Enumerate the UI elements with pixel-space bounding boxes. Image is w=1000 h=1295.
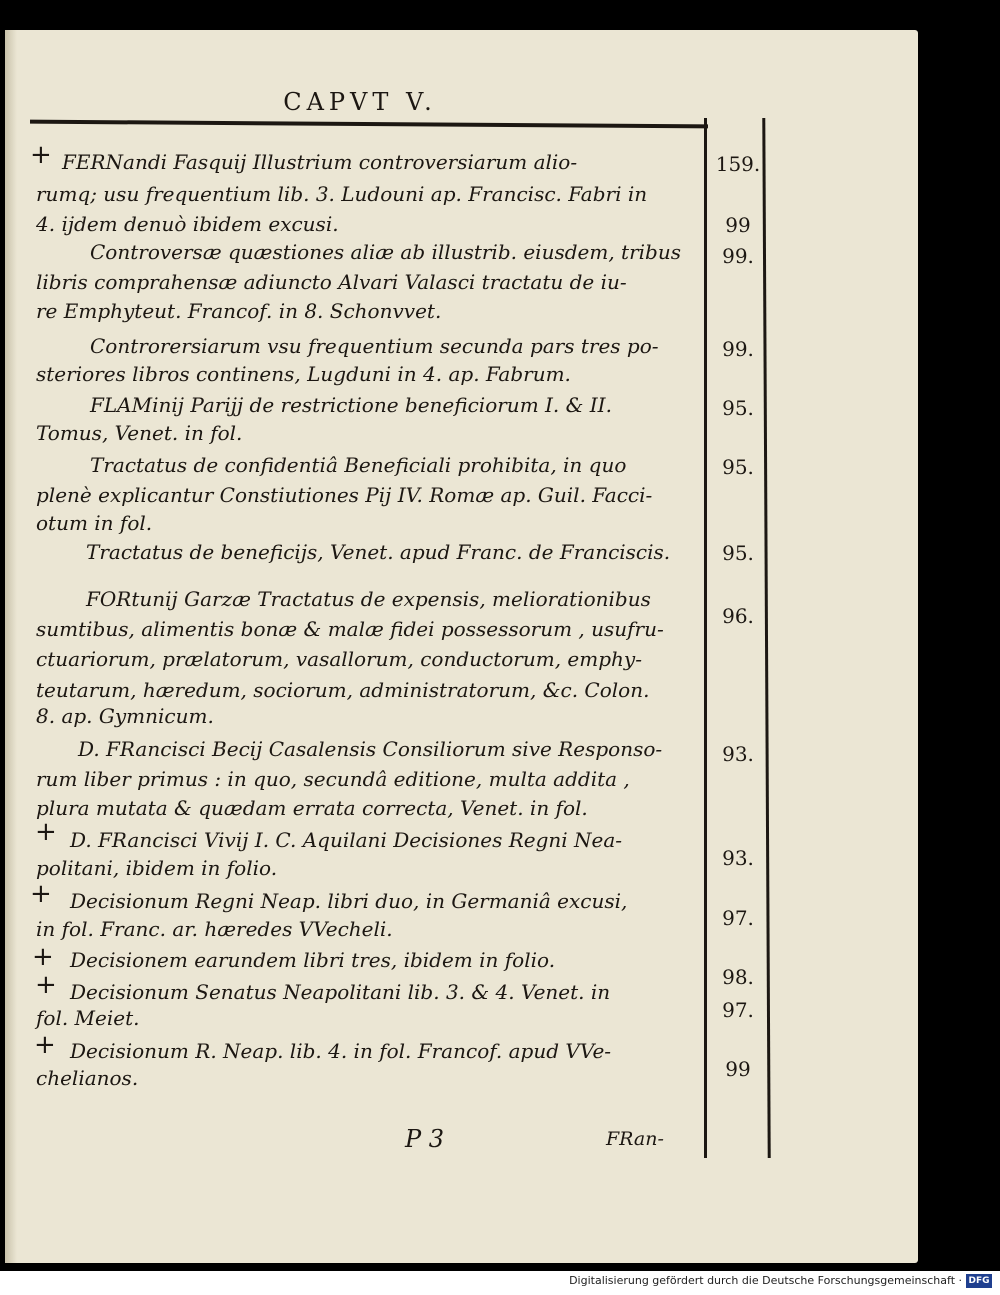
page-reference: 96. <box>722 604 754 628</box>
entry-line: Decisionem earundem libri tres, ibidem in folio. <box>70 948 556 972</box>
entry-line: fol. Meiet. <box>36 1006 140 1030</box>
entry-line: FLAMinij Parijj de restrictione beneficiorum I. & II. <box>90 393 612 417</box>
margin-rule-left <box>704 118 707 1158</box>
entry-line: plenè explicantur Constiutiones Pij IV. Romæ ap. Guil. Facci- <box>36 483 653 507</box>
entry-line: plura mutata & quædam errata correcta, Venet. in fol. <box>36 796 588 820</box>
entry-line: libris comprahensæ adiuncto Alvari Valasci tractatu de iu- <box>36 270 627 294</box>
entry-line: re Emphyteut. Francof. in 8. Schonvvet. <box>36 299 442 323</box>
entry-line: rumq; usu frequentium lib. 3. Ludouni ap. Francisc. Fabri in <box>36 182 648 206</box>
footer-credit: Digitalisierung gefördert durch die Deutsche Forschungsgemeinschaft · <box>569 1274 962 1287</box>
cross-mark-icon: + <box>35 970 57 1000</box>
catchword: FRan- <box>606 1128 664 1150</box>
entry-line: rum liber primus : in quo, secundâ editione, multa addita , <box>36 767 630 791</box>
entry-line: FORtunij Garzæ Tractatus de expensis, meliorationibus <box>86 587 651 611</box>
entry-line: steriores libros continens, Lugduni in 4. ap. Fabrum. <box>36 362 571 386</box>
cross-mark-icon: + <box>35 817 57 847</box>
page-reference: 159. <box>715 152 761 176</box>
entry-line: Controversæ quæstiones aliæ ab illustrib. eiusdem, tribus <box>90 240 681 264</box>
entry-line: otum in fol. <box>36 511 153 535</box>
page-reference: 99. <box>722 244 754 268</box>
chapter-heading: CAPVT V. <box>283 88 437 116</box>
page-reference: 97. <box>722 998 754 1022</box>
entry-line: Tomus, Venet. in fol. <box>36 421 243 445</box>
page-gutter-shadow <box>5 30 17 1263</box>
dfg-logo-icon[interactable]: DFG <box>966 1274 992 1288</box>
page-reference: 97. <box>722 906 754 930</box>
entry-line: Decisionum Regni Neap. libri duo, in Germaniâ excusi, <box>70 889 628 913</box>
entry-line: FERNandi Fasquij Illustrium controversiarum alio- <box>62 150 578 174</box>
page-reference: 98. <box>722 965 754 989</box>
entry-line: 8. ap. Gymnicum. <box>36 704 214 728</box>
cross-mark-icon: + <box>30 879 52 909</box>
entry-line: in fol. Franc. ar. hæredes VVecheli. <box>36 917 393 941</box>
entry-line: D. FRancisci Becij Casalensis Consiliorum sive Responso- <box>78 737 663 761</box>
footer-bar <box>0 1271 1000 1295</box>
entry-line: politani, ibidem in folio. <box>36 856 278 880</box>
entry-line: Decisionum R. Neap. lib. 4. in fol. Francof. apud VVe- <box>70 1039 612 1063</box>
entry-line: D. FRancisci Vivij I. C. Aquilani Decisiones Regni Nea- <box>70 828 623 852</box>
entry-line: chelianos. <box>36 1066 139 1090</box>
page-reference: 99 <box>725 213 751 237</box>
entry-line: Tractatus de confidentiâ Beneficiali prohibita, in quo <box>90 453 627 477</box>
page-reference: 95. <box>722 455 754 479</box>
entry-line: ctuariorum, prælatorum, vasallorum, conductorum, emphy- <box>36 647 642 671</box>
entry-line: Tractatus de beneficijs, Venet. apud Franc. de Franciscis. <box>86 540 671 564</box>
cross-mark-icon: + <box>34 1030 56 1060</box>
signature-mark: P 3 <box>405 1125 445 1153</box>
page-reference: 93. <box>722 846 754 870</box>
cross-mark-icon: + <box>30 140 52 170</box>
page-reference: 95. <box>722 541 754 565</box>
entry-line: teutarum, hæredum, sociorum, administratorum, &c. Colon. <box>36 678 650 702</box>
entry-line: sumtibus, alimentis bonæ & malæ fidei possessorum , usufru- <box>36 617 664 641</box>
page-reference: 93. <box>722 742 754 766</box>
cross-mark-icon: + <box>32 942 54 972</box>
entry-line: 4. ijdem denuò ibidem excusi. <box>36 212 339 236</box>
page-reference: 99. <box>722 337 754 361</box>
page-reference: 95. <box>722 396 754 420</box>
entry-line: Controrersiarum vsu frequentium secunda pars tres po- <box>90 334 659 358</box>
page-reference: 99 <box>725 1057 751 1081</box>
entry-line: Decisionum Senatus Neapolitani lib. 3. & 4. Venet. in <box>70 980 611 1004</box>
